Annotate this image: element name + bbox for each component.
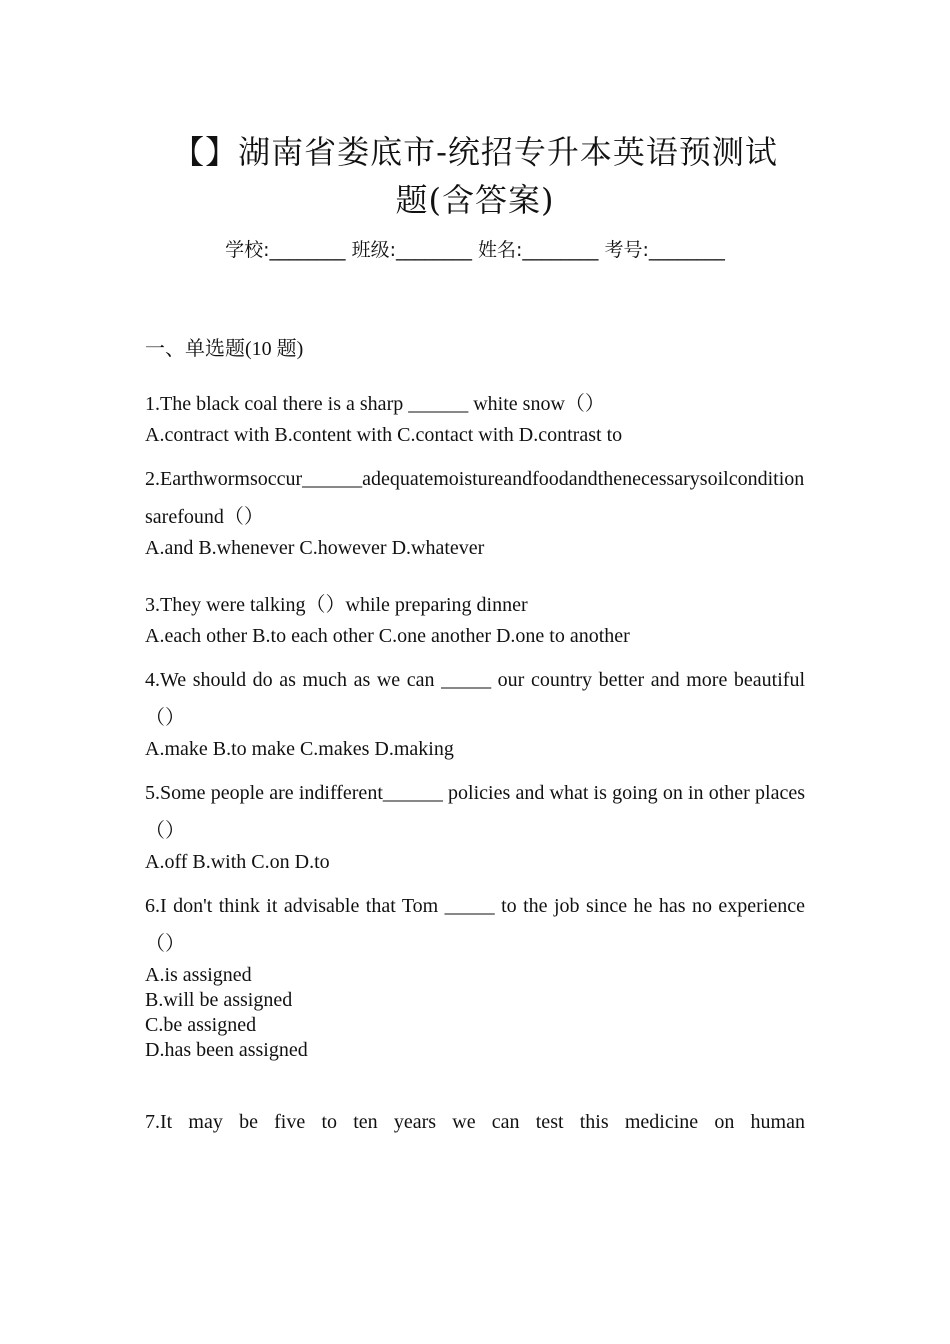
question-options: A.and B.whenever C.however D.whatever <box>145 537 485 559</box>
question-1 <box>145 385 805 447</box>
question-6 <box>145 887 805 1063</box>
question-5 <box>145 774 805 874</box>
question-3 <box>145 586 805 648</box>
question-options: A.make B.to make C.makes D.making <box>145 738 454 760</box>
question-stem: 2.Earthwormsoccur______adequatemoistureandfoodandthenecessarysoilconditionsarefound（） <box>145 468 805 528</box>
question-stem: 1.The black coal there is a sharp ______ white snow（） <box>145 393 605 415</box>
document-body <box>145 335 805 1154</box>
title-line-2: 题(含答案) <box>395 181 555 219</box>
question-4 <box>145 661 805 761</box>
question-options: A.contract with B.content with C.contact with D.contrast to <box>145 424 623 446</box>
section-heading: 一、单选题(10 题) <box>145 338 304 360</box>
option-d: D.has been assigned <box>145 1039 308 1061</box>
question-options: A.each other B.to each other C.one another D.one to another <box>145 625 630 647</box>
question-2 <box>145 460 805 560</box>
option-a: A.is assigned <box>145 964 252 986</box>
option-b: B.will be assigned <box>145 989 293 1011</box>
question-stem: 5.Some people are indifferent______ policies and what is going on in other places（） <box>145 782 805 842</box>
title-line-1: 【】湖南省娄底市-统招专升本英语预测试 <box>172 133 778 171</box>
question-options: A.off B.with C.on D.to <box>145 851 330 873</box>
question-stem: 4.We should do as much as we can _____ our country better and more beautiful（） <box>145 669 805 729</box>
option-c: C.be assigned <box>145 1014 257 1036</box>
question-stem: 3.They were talking（）while preparing dinner <box>145 594 528 616</box>
student-info-line: 学校:________ 班级:________ 姓名:________ 考号:________ <box>225 239 725 261</box>
question-stem: 6.I don't think it advisable that Tom _____ to the job since he has no experience（） <box>145 895 805 955</box>
document-title <box>145 128 805 224</box>
question-stem: 7.It may be five to ten years we can test this medicine on human <box>145 1111 805 1133</box>
question-7 <box>145 1103 805 1141</box>
